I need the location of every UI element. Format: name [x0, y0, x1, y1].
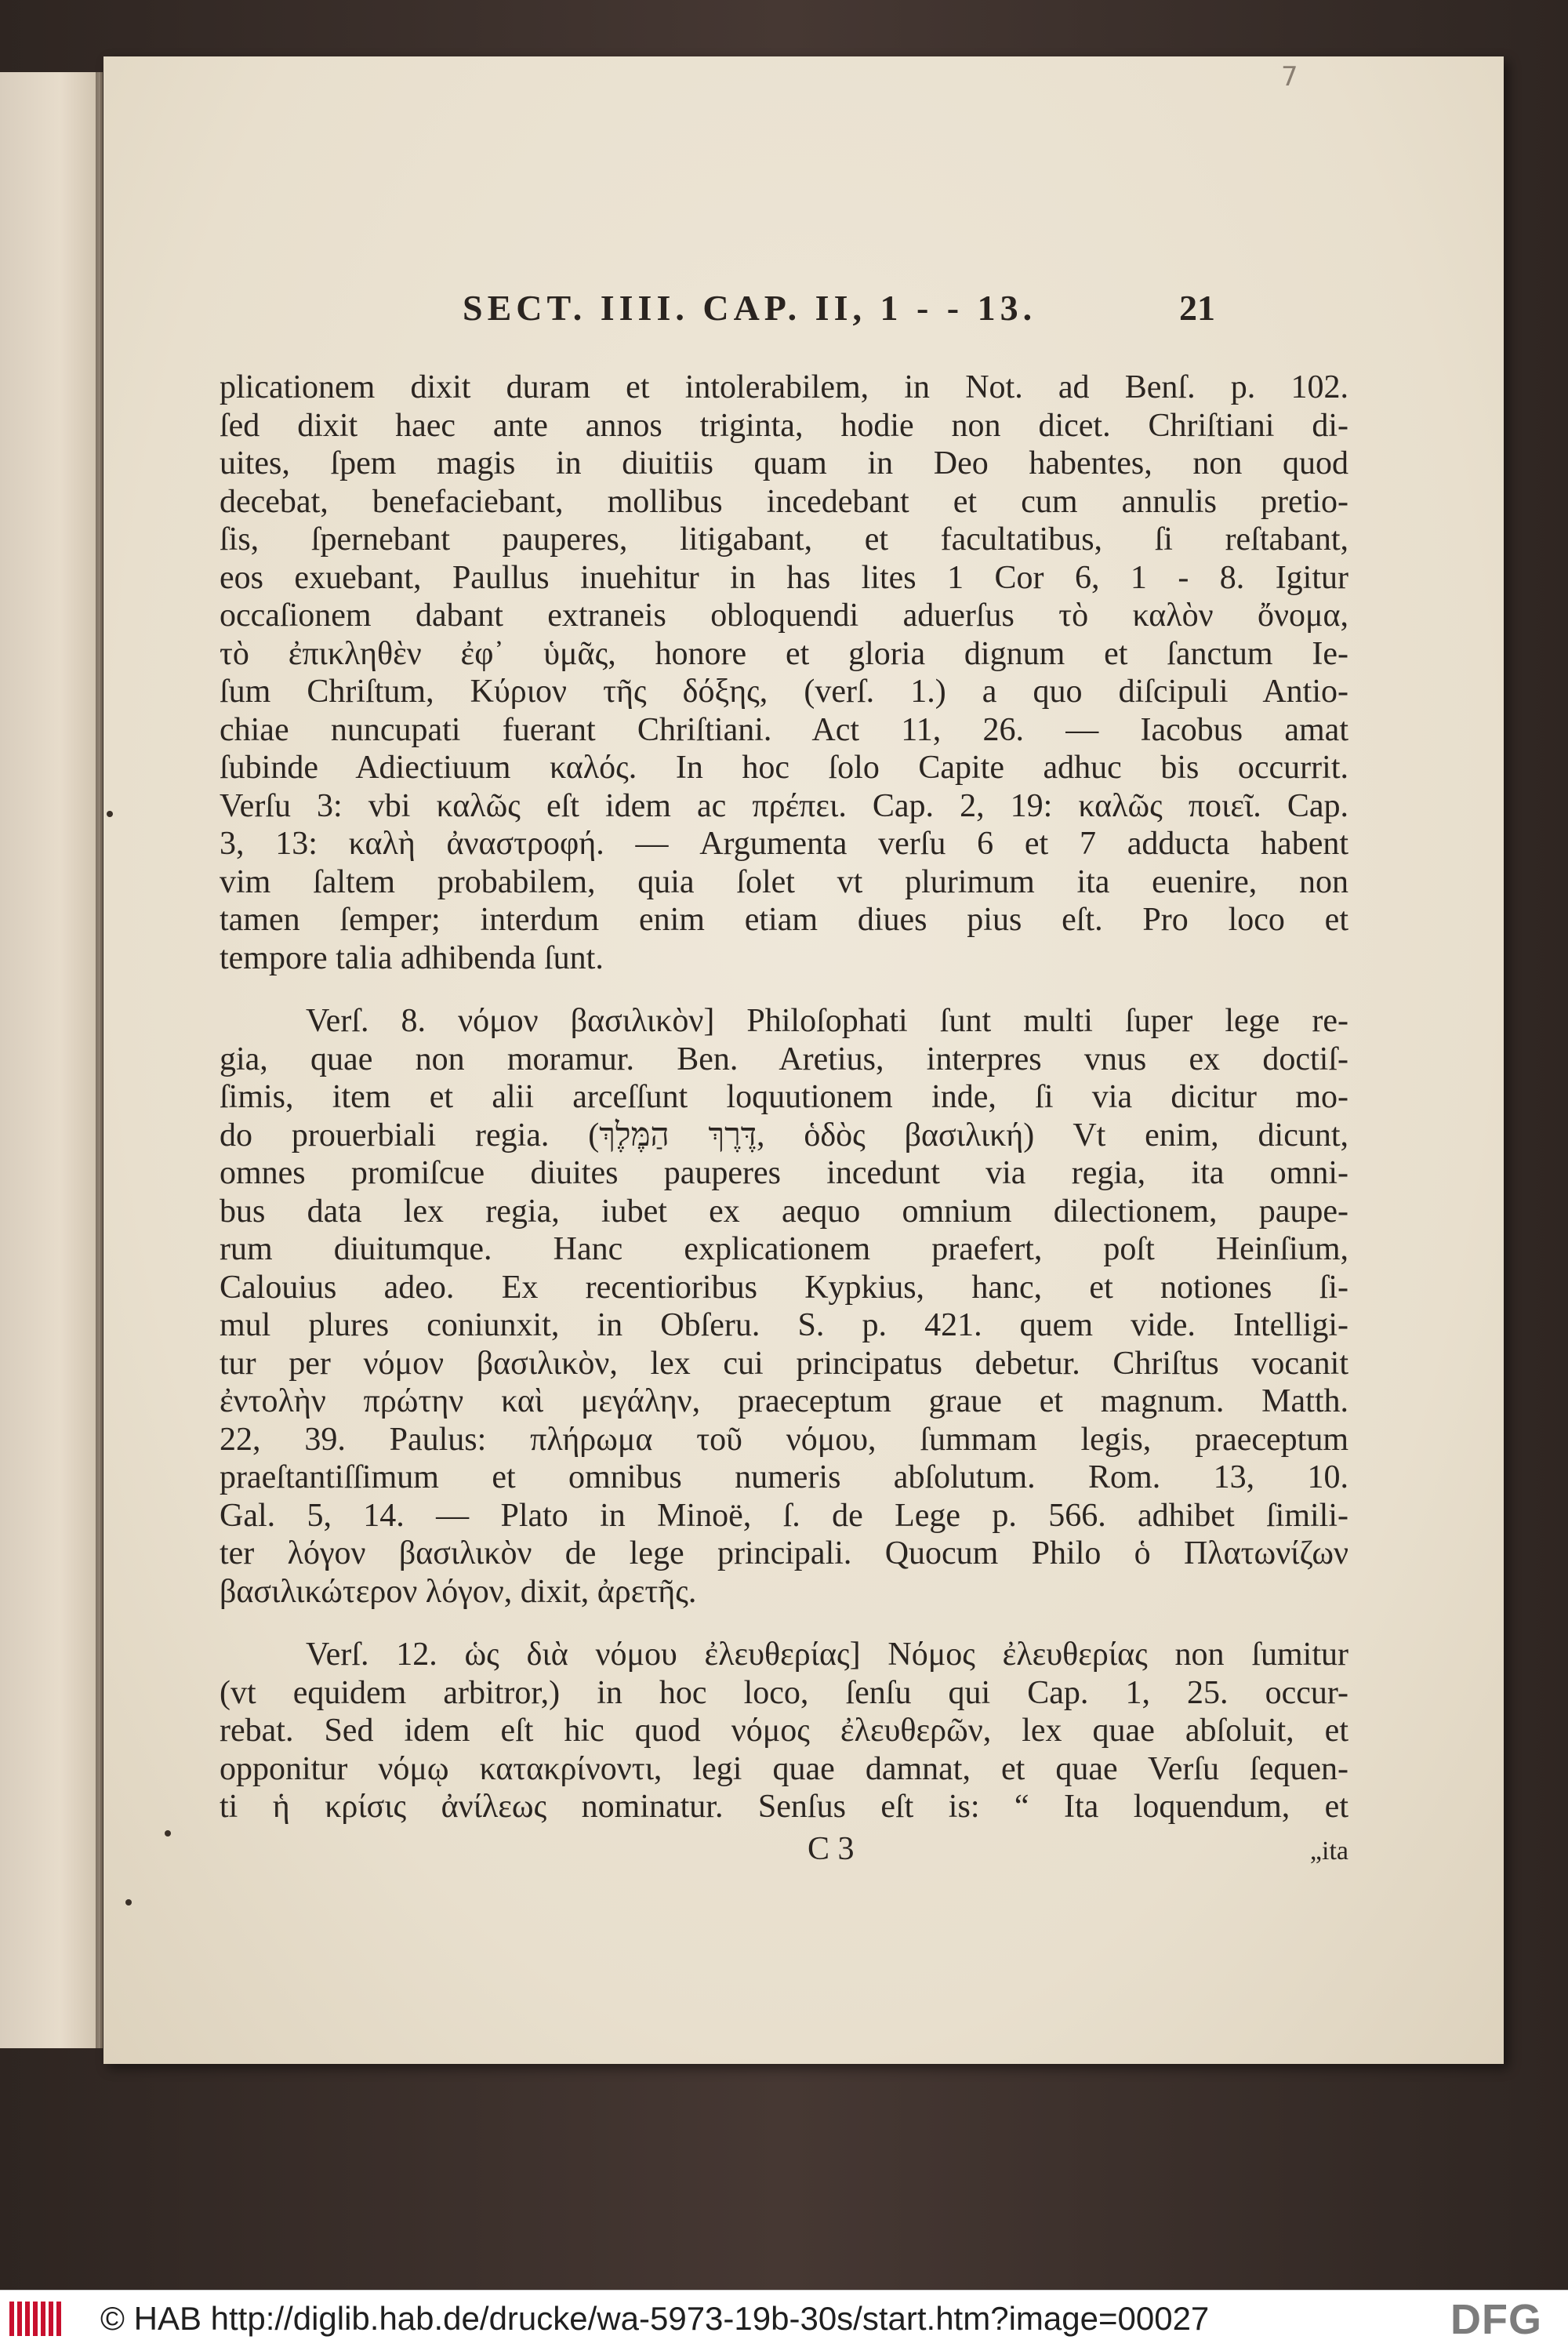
text-line: bus data lex regia, iubet ex aequo omnium dilectionem, paupe-: [220, 1193, 1348, 1230]
page-foot: [220, 1830, 1348, 1869]
text-line: tempore talia adhibenda ſunt.: [220, 939, 604, 976]
paragraph-3: [220, 1636, 1348, 1826]
barcode-icon: [9, 2302, 61, 2336]
text-line: mul plures coniunxit, in Obſeru. S. p. 421. quem vide. Intelligi-: [220, 1307, 1348, 1343]
text-line: ter λόγον βασιλικὸν de lege principali. Quocum Philo ὁ Πλατωνίζων: [220, 1535, 1348, 1571]
text-line: (vt equidem arbitror,) in hoc loco, ſenſu qui Cap. 1, 25. occur-: [220, 1674, 1348, 1711]
body-text: [220, 369, 1348, 1826]
paragraph-2: [220, 1002, 1348, 1611]
margin-speck: [165, 1830, 171, 1837]
text-line: eos exuebant, Paullus inuehitur in has lites 1 Cor 6, 1 - 8. Igitur: [220, 559, 1348, 596]
text-line: 22, 39. Paulus: πλήρωμα τοῦ νόμου, ſummam legis, praeceptum: [220, 1421, 1348, 1458]
text-line: Gal. 5, 14. — Plato in Minoë, ſ. de Lege p. 566. adhibet ſimili-: [220, 1497, 1348, 1534]
text-line: Verſ. 8. νόμον βασιλικὸν] Philoſophati ſunt multi ſuper lege re-: [306, 1003, 1348, 1039]
dfg-logo: DFG: [1450, 2296, 1542, 2343]
text-line: ſis, ſpernebant pauperes, litigabant, et facultatibus, ſi reſtabant,: [220, 521, 1348, 558]
viewer-footer: [0, 2290, 1568, 2347]
catchword: „ita: [1309, 1837, 1348, 1866]
text-line: ſum Chriſtum, Κύριον τῆς δόξης, (verſ. 1.) a quo diſcipuli Antio-: [220, 674, 1348, 710]
text-line: uites, ſpem magis in diuitiis quam in Deo habentes, non quod: [220, 445, 1348, 481]
text-line: Verſ. 12. ὡς διὰ νόμου ἐλευθερίας] Νόμος ἐλευθερίας non ſumitur: [306, 1637, 1348, 1673]
text-line: vim ſaltem probabilem, quia ſolet vt plurimum ita euenire, non: [220, 863, 1348, 900]
text-line: ἐντολὴν πρώτην καὶ μεγάλην, praeceptum graue et magnum. Matth.: [220, 1383, 1348, 1419]
text-line: rebat. Sed idem eſt hic quod νόμος ἐλευθερῶν, lex quae abſoluit, et: [220, 1713, 1348, 1749]
text-line: gia, quae non moramur. Ben. Aretius, interpres vnus ex doctiſ-: [220, 1041, 1348, 1077]
text-line: 3, 13: καλὴ ἀναστροφή. — Argumenta verſu 6 et 7 adducta habent: [220, 826, 1348, 862]
text-line: Verſu 3: vbi καλῶς eſt idem ac πρέπει. Cap. 2, 19: καλῶς ποιεῖ. Cap.: [220, 787, 1348, 824]
text-line: chiae nuncupati fuerant Chriſtiani. Act 11, 26. — Iacobus amat: [220, 711, 1348, 748]
copyright-url[interactable]: © HAB http://diglib.hab.de/drucke/wa-5973-19b-30s/start.htm?image=00027: [100, 2300, 1210, 2337]
text-line: Calouius adeo. Ex recentioribus Kypkius, hanc, et notiones ſi-: [220, 1269, 1348, 1306]
margin-speck: [107, 811, 113, 817]
pencil-folio-mark: 7: [1281, 61, 1298, 93]
signature-mark: C 3: [808, 1831, 855, 1867]
text-line: ti ἡ κρίσις ἀνίλεως nominatur. Senſus eſt is: “ Ita loquendum, et: [220, 1789, 1348, 1825]
text-line: rum diuitumque. Hanc explicationem praefert, poſt Heinſium,: [220, 1231, 1348, 1267]
text-line: praeſtantiſſimum et omnibus numeris abſolutum. Rom. 13, 10.: [220, 1459, 1348, 1495]
text-line: do prouerbiali regia. (דֶּרֶךְ הַמֶּלֶךְ, ὁδὸς βασιλική) Vt enim, dicunt,: [220, 1117, 1349, 1154]
facing-page-edge: [0, 72, 103, 2048]
margin-speck: [125, 1899, 132, 1906]
running-head: SECT. IIII. CAP. II, 1 - - 13.: [463, 288, 1037, 328]
text-line: omnes promiſcue diuites pauperes incedunt via regia, ita omni-: [220, 1155, 1348, 1191]
text-line: tur per νόμον βασιλικὸν, lex cui principatus debetur. Chriſtus vocanit: [220, 1345, 1348, 1382]
text-line: occaſionem dabant extraneis obloquendi aduerſus τὸ καλὸν ὄνομα,: [220, 598, 1348, 634]
text-line: τὸ ἐπικληθὲν ἐφ᾽ ὑμᾶς, honore et gloria dignum et ſanctum Ie-: [220, 635, 1348, 672]
text-line: ſubinde Adiectiuum καλός. In hoc ſolo Capite adhuc bis occurrit.: [220, 750, 1348, 786]
paragraph-1: [220, 369, 1348, 977]
text-line: tamen ſemper; interdum enim etiam diues pius eſt. Pro loco et: [220, 902, 1348, 938]
text-line: βασιλικώτερον λόγον, dixit, ἀρετῆς.: [220, 1573, 697, 1610]
text-line: decebat, benefaciebant, mollibus incedebant et cum annulis pretio-: [220, 483, 1348, 520]
page-number: 21: [1179, 288, 1215, 328]
text-line: ſed dixit haec ante annos triginta, hodie non dicet. Chriſtiani di-: [220, 407, 1348, 444]
text-line: opponitur νόμῳ κατακρίνοντι, legi quae damnat, et quae Verſu ſequen-: [220, 1750, 1348, 1787]
text-line: ſimis, item et alii arceſſunt loquutionem inde, ſi via dicitur mo-: [220, 1079, 1348, 1115]
text-line: plicationem dixit duram et intolerabilem, in Not. ad Benſ. p. 102.: [220, 369, 1348, 405]
book-page: [103, 56, 1504, 2064]
